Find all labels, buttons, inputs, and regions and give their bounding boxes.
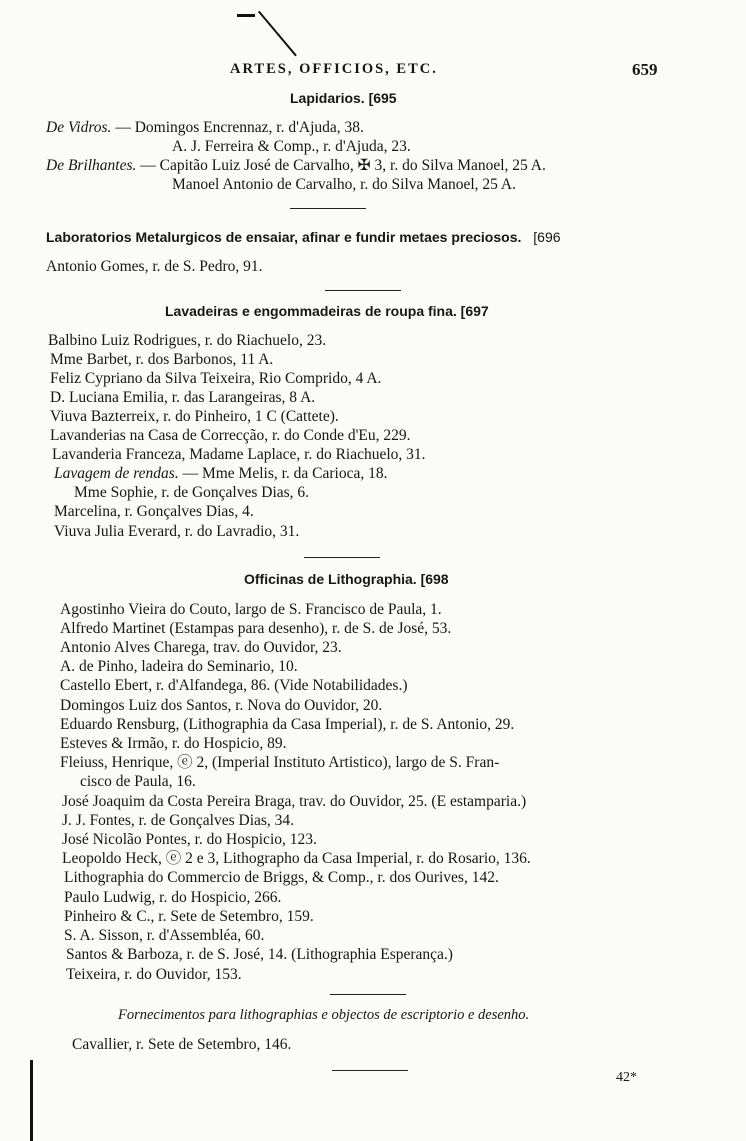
left-margin-mark xyxy=(30,1060,33,1141)
list-item: cisco de Paula, 16. xyxy=(80,773,196,790)
subsection-label: De Vidros. xyxy=(46,119,112,136)
list-item: Agostinho Vieira do Couto, largo de S. Francisco de Paula, 1. xyxy=(60,601,442,618)
list-item: Viuva Bazterreix, r. do Pinheiro, 1 C (Cattete). xyxy=(50,408,339,425)
list-item: Marcelina, r. Gonçalves Dias, 4. xyxy=(54,503,254,520)
entry-text: — Mme Melis, r. da Carioca, 18. xyxy=(182,465,388,482)
list-item: José Joaquim da Costa Pereira Braga, trav. do Ouvidor, 25. (E estamparia.) xyxy=(62,793,527,810)
ink-stroke-mark xyxy=(237,14,255,17)
subsection-label: De Brilhantes. xyxy=(46,157,137,174)
list-item: Viuva Julia Everard, r. do Lavradio, 31. xyxy=(54,523,300,540)
list-item: Lavanderias na Casa de Correcção, r. do Conde d'Eu, 229. xyxy=(50,427,411,444)
list-item: Mme Sophie, r. de Gonçalves Dias, 6. xyxy=(74,484,310,501)
list-item: D. Luciana Emilia, r. das Larangeiras, 8 A. xyxy=(50,389,316,406)
section-title-text: Laboratorios Metalurgicos de ensaiar, afinar e fundir metaes preciosos. xyxy=(46,229,522,245)
section-divider xyxy=(290,208,366,209)
list-item: Fleiuss, Henrique, ⓔ 2, (Imperial Instituto Artistico), largo de S. Fran- xyxy=(60,754,500,771)
list-item: Cavallier, r. Sete de Setembro, 146. xyxy=(72,1036,292,1053)
list-item: Lavanderia Franceza, Madame Laplace, r. do Riachuelo, 31. xyxy=(52,446,426,463)
list-item: Teixeira, r. do Ouvidor, 153. xyxy=(66,966,242,983)
list-item: S. A. Sisson, r. d'Assembléa, 60. xyxy=(64,927,265,944)
section-title-lithographia: Officinas de Lithographia. [698 xyxy=(244,571,449,587)
list-item: Paulo Ludwig, r. do Hospicio, 266. xyxy=(64,889,282,906)
list-item: Lithographia do Commercio de Briggs, & Comp., r. dos Ourives, 142. xyxy=(64,869,499,886)
list-item: Esteves & Irmão, r. do Hospicio, 89. xyxy=(60,735,287,752)
section-divider xyxy=(325,290,401,291)
list-item: Manoel Antonio de Carvalho, r. do Silva Manoel, 25 A. xyxy=(172,176,516,193)
entry-text: — Capitão Luiz José de Carvalho, ✠ 3, r. do Silva Manoel, 25 A. xyxy=(140,157,546,174)
list-item: Mme Barbet, r. dos Barbonos, 11 A. xyxy=(50,351,274,368)
list-item: J. J. Fontes, r. de Gonçalves Dias, 34. xyxy=(62,812,295,829)
section-number: [696 xyxy=(533,229,561,245)
list-item: Alfredo Martinet (Estampas para desenho), r. de S. de José, 53. xyxy=(60,620,452,637)
signature-mark: 42* xyxy=(616,1070,637,1085)
section-divider xyxy=(332,1070,408,1071)
running-title: ARTES, OFFICIOS, ETC. xyxy=(230,61,438,77)
page-number: 659 xyxy=(632,60,658,79)
list-item: José Nicolão Pontes, r. do Hospicio, 123. xyxy=(62,831,317,848)
section-title-lapidarios: Lapidarios. [695 xyxy=(290,90,397,106)
list-item: Santos & Barboza, r. de S. José, 14. (Lithographia Esperança.) xyxy=(66,946,453,963)
entry-text: — Domingos Encrennaz, r. d'Ajuda, 38. xyxy=(115,119,364,136)
list-item: Feliz Cypriano da Silva Teixeira, Rio Comprido, 4 A. xyxy=(50,370,382,387)
list-item: Eduardo Rensburg, (Lithographia da Casa Imperial), r. de S. Antonio, 29. xyxy=(60,716,515,733)
list-item: Castello Ebert, r. d'Alfandega, 86. (Vide Notabilidades.) xyxy=(60,677,408,694)
list-item xyxy=(46,118,364,137)
list-item: Antonio Alves Charega, trav. do Ouvidor, 23. xyxy=(60,639,342,656)
list-item: Domingos Luiz dos Santos, r. Nova do Ouvidor, 20. xyxy=(60,697,383,714)
subsection-label: Lavagem de rendas. xyxy=(54,465,179,482)
section-divider xyxy=(330,994,406,995)
section-divider xyxy=(304,557,380,558)
list-item: Pinheiro & C., r. Sete de Setembro, 159. xyxy=(64,908,314,925)
list-item: Balbino Luiz Rodrigues, r. do Riachuelo, 23. xyxy=(48,332,327,349)
section-title-fornecimentos: Fornecimentos para lithographias e objectos de escriptorio e desenho. xyxy=(118,1007,530,1023)
section-title-laboratorios xyxy=(46,228,561,247)
list-item: Antonio Gomes, r. de S. Pedro, 91. xyxy=(46,258,263,275)
list-item xyxy=(46,156,546,175)
ink-slash-mark xyxy=(258,11,297,57)
list-item: A. de Pinho, ladeira do Seminario, 10. xyxy=(60,658,298,675)
list-item xyxy=(54,464,387,483)
section-title-lavadeiras: Lavadeiras e engommadeiras de roupa fina. [697 xyxy=(165,303,489,319)
list-item: Leopoldo Heck, ⓔ 2 e 3, Lithographo da Casa Imperial, r. do Rosario, 136. xyxy=(62,850,531,867)
list-item: A. J. Ferreira & Comp., r. d'Ajuda, 23. xyxy=(172,138,411,155)
